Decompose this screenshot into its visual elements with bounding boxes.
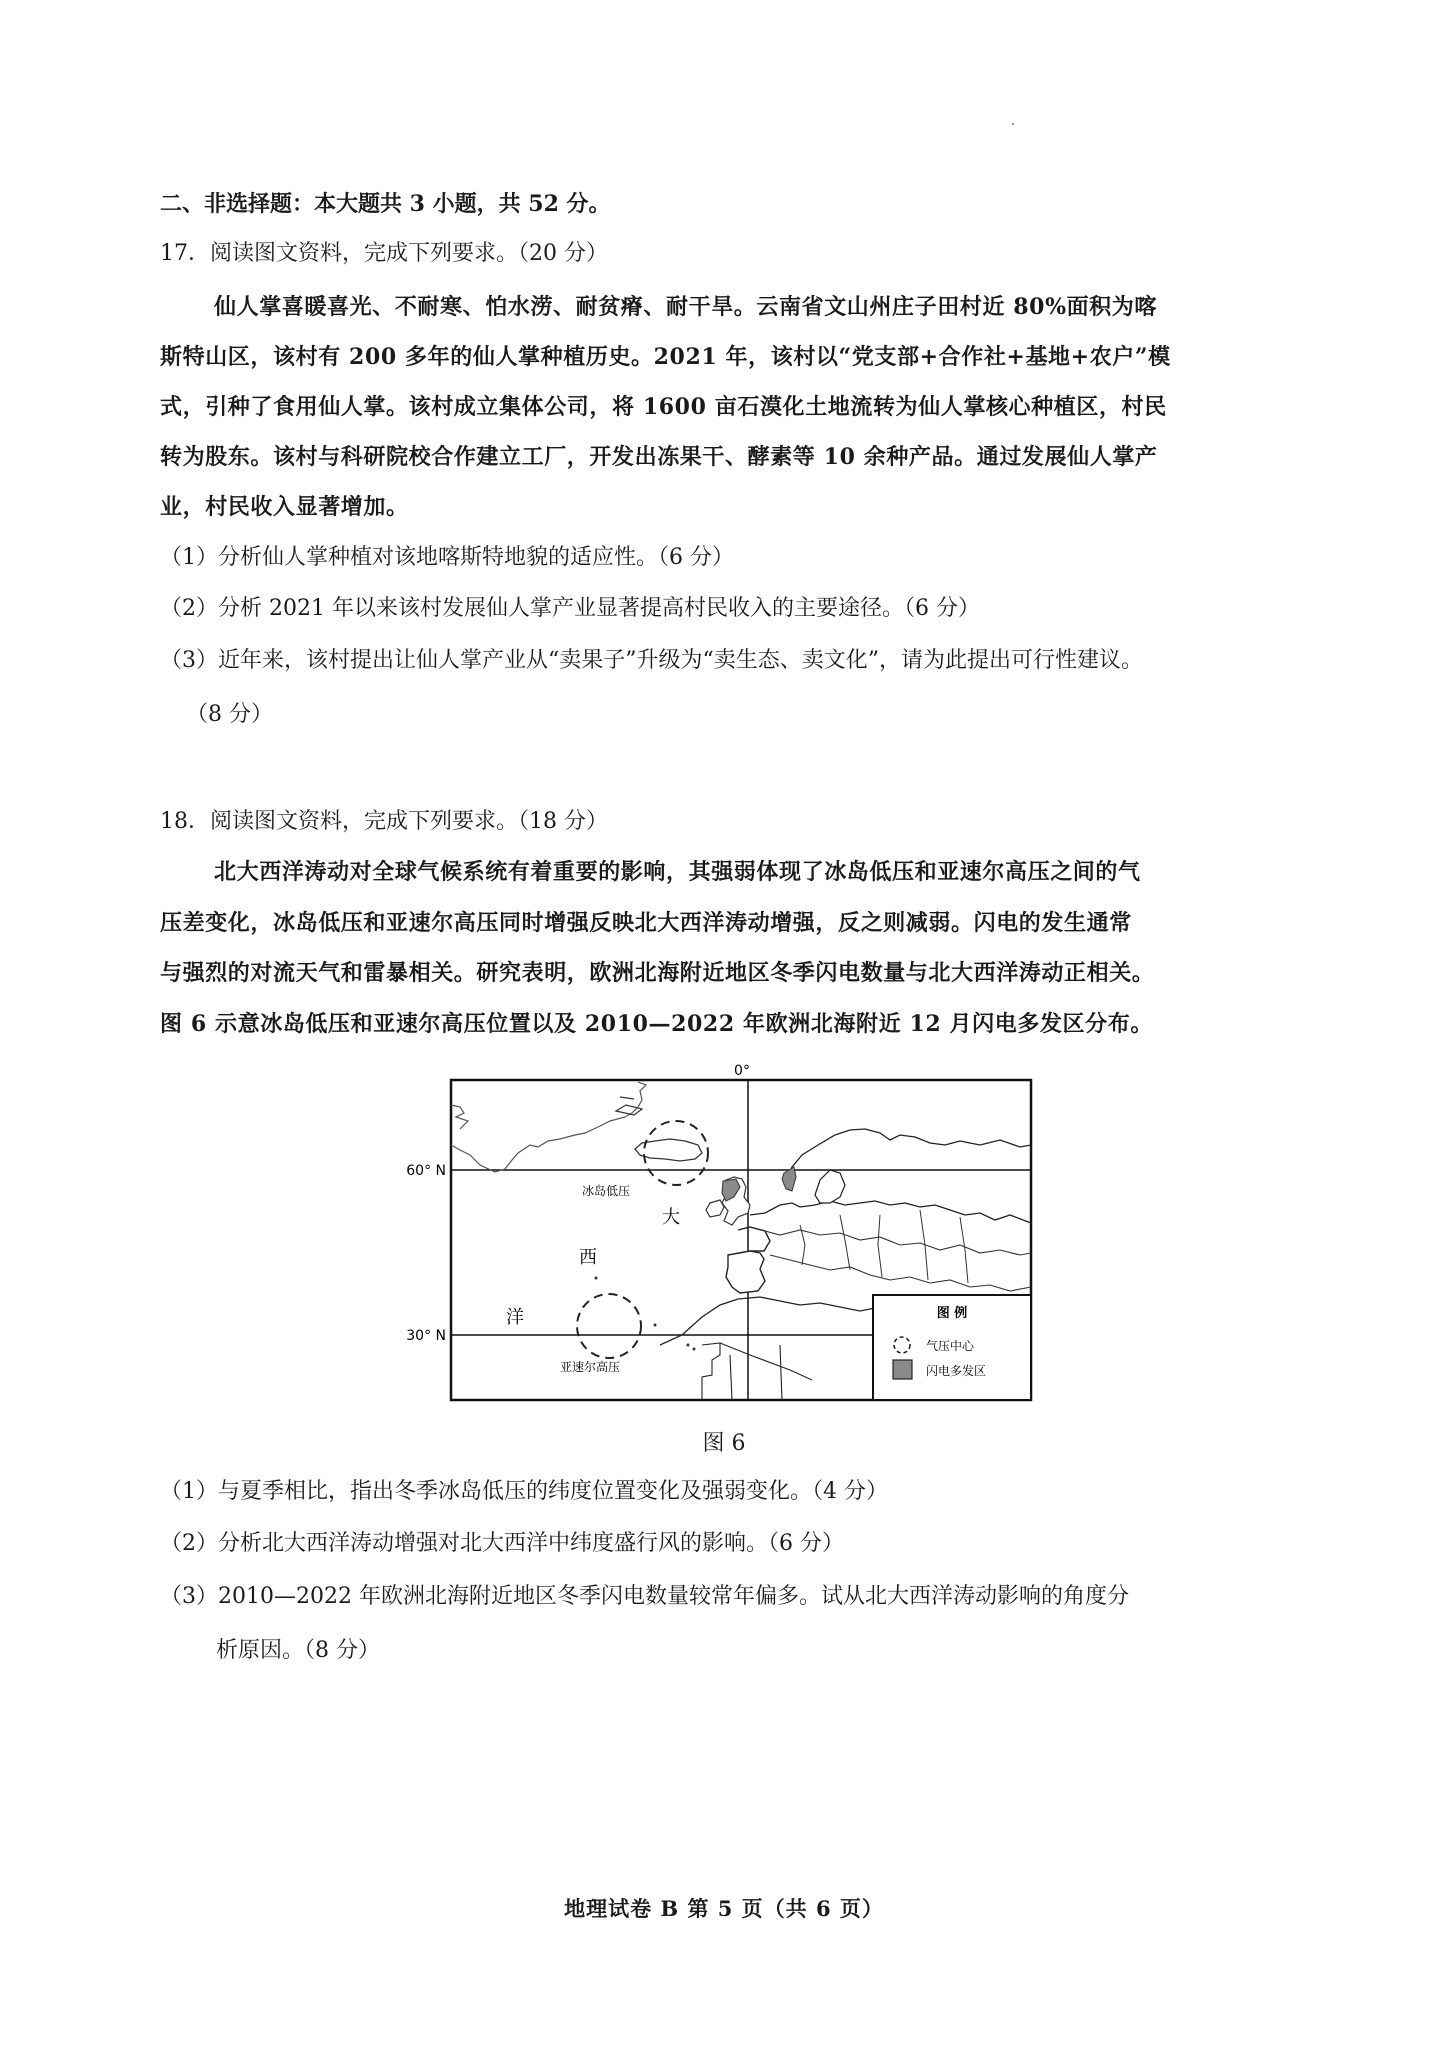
figure-6-map [406, 1055, 1060, 1415]
q18-sub-question-3: （3）2010—2022 年欧洲北海附近地区冬季闪电数量较常年偏多。试从北大西洋涛动影响的角度分 [160, 1584, 1129, 1609]
ocean-char-da: 大 [662, 1207, 680, 1228]
q18-material-line: 图 6 示意冰岛低压和亚速尔高压位置以及 2010—2022 年欧洲北海附近 12 月闪电多发区分布。 [160, 1011, 1153, 1037]
q17-material-line: 斯特山区，该村有 200 多年的仙人掌种植历史。2021 年，该村以“党支部+合作社+基地+农户”模 [160, 344, 1171, 370]
q18-sub-question-3-cont: 析原因。（8 分） [216, 1638, 380, 1663]
map-legend [873, 1295, 1031, 1400]
q17-material-line: 式，引种了食用仙人掌。该村成立集体公司，将 1600 亩石漠化土地流转为仙人掌核心种植区，村民 [160, 394, 1167, 420]
q18-title: 18．阅读图文资料，完成下列要求。（18 分） [160, 809, 608, 834]
q17-sub-question-2: （2）分析 2021 年以来该村发展仙人掌产业显著提高村民收入的主要途径。（6 分） [160, 596, 980, 621]
icelandic-low-label: 冰岛低压 [581, 1184, 631, 1198]
q17-sub-question-1: （1）分析仙人掌种植对该地喀斯特地貌的适应性。（6 分） [160, 545, 734, 570]
section-heading: 二、非选择题：本大题共 3 小题，共 52 分。 [160, 191, 611, 217]
q18-material-line: 压差变化，冰岛低压和亚速尔高压同时增强反映北大西洋涛动增强，反之则减弱。闪电的发生通常 [160, 910, 1132, 936]
legend-label-pressure-center: 气压中心 [926, 1339, 975, 1353]
q17-title: 17．阅读图文资料，完成下列要求。（20 分） [160, 241, 608, 266]
lat-label-60n: 60° N [406, 1163, 446, 1179]
q17-material-line: 转为股东。该村与科研院校合作建立工厂，开发出冻果干、酵素等 10 余种产品。通过发展仙人掌产 [160, 444, 1158, 470]
q17-material-line: 仙人掌喜暖喜光、不耐寒、怕水涝、耐贫瘠、耐干旱。云南省文山州庄子田村近 80%面积为喀 [214, 294, 1157, 320]
meridian-label: 0° [734, 1063, 750, 1079]
azores-high-label: 亚速尔高压 [559, 1360, 621, 1374]
legend-label-lightning-area: 闪电多发区 [926, 1364, 987, 1378]
figure-caption: 图 6 [702, 1431, 746, 1456]
island-speck [687, 1344, 690, 1347]
ocean-char-yang: 洋 [506, 1307, 524, 1328]
q17-sub-question-3-score: （8 分） [186, 702, 273, 727]
q18-material-line: 与强烈的对流天气和雷暴相关。研究表明，欧洲北海附近地区冬季闪电数量与北大西洋涛动正相关。 [160, 960, 1155, 986]
q17-sub-question-3: （3）近年来，该村提出让仙人掌产业从“卖果子”升级为“卖生态、卖文化”，请为此提出可行性建议。 [160, 648, 1143, 673]
q18-material-line: 北大西洋涛动对全球气候系统有着重要的影响，其强弱体现了冰岛低压和亚速尔高压之间的气 [214, 859, 1141, 885]
scan-speck [1012, 123, 1014, 125]
ocean-char-xi: 西 [579, 1247, 597, 1268]
iberia-coast [726, 1251, 765, 1293]
legend-title: 图 例 [936, 1306, 968, 1321]
q18-sub-question-2: （2）分析北大西洋涛动增强对北大西洋中纬度盛行风的影响。（6 分） [160, 1531, 844, 1556]
island-speck [654, 1324, 657, 1327]
lat-label-30n: 30° N [406, 1328, 446, 1344]
page-footer: 地理试卷 B 第 5 页（共 6 页） [564, 1896, 884, 1921]
island-speck [693, 1348, 696, 1351]
q18-sub-question-1: （1）与夏季相比，指出冬季冰岛低压的纬度位置变化及强弱变化。（4 分） [160, 1479, 888, 1504]
island-speck [595, 1277, 598, 1280]
q17-material-line: 业，村民收入显著增加。 [160, 494, 409, 520]
gray-square-icon [893, 1360, 912, 1379]
